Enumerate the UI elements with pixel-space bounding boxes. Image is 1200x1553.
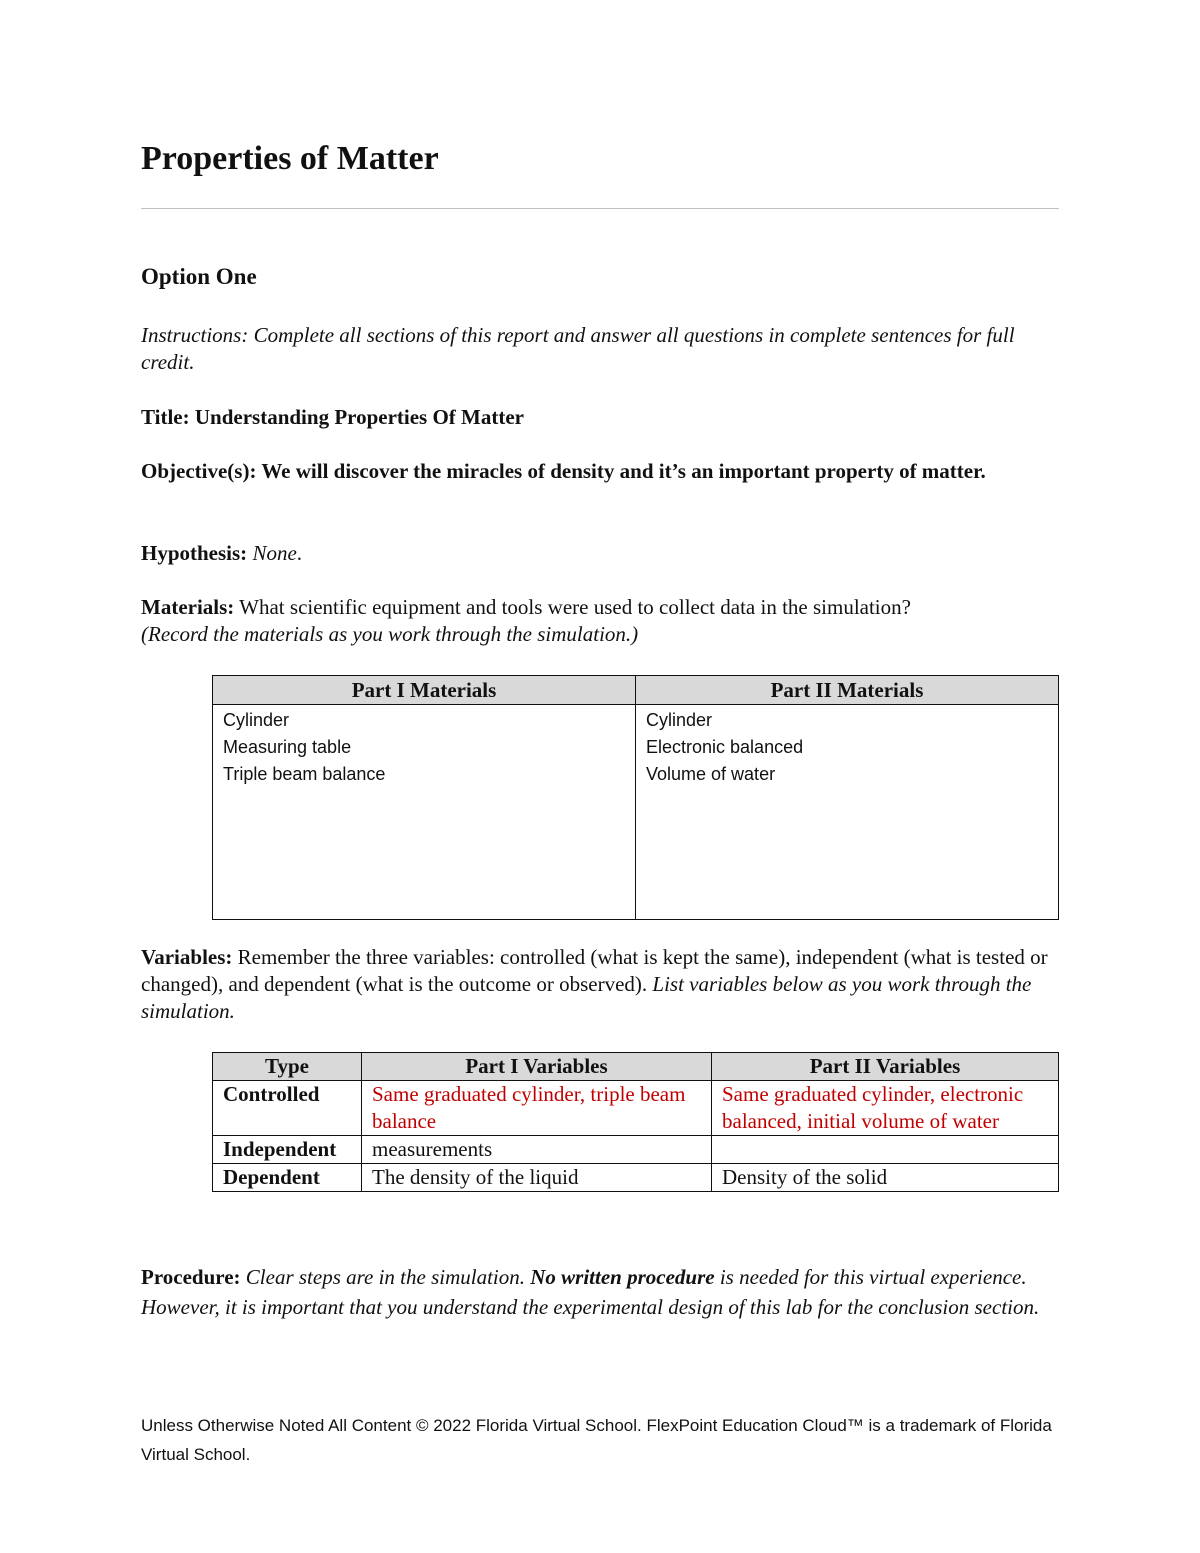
title-value: Understanding Properties Of Matter (189, 405, 524, 429)
materials-note: (Record the materials as you work through the simulation.) (141, 622, 639, 646)
hypothesis-period: . (296, 541, 303, 565)
table-row (213, 1081, 1059, 1136)
row-type: Independent (213, 1136, 362, 1164)
materials-part1-item: Cylinder (223, 710, 290, 730)
materials-part1-cell (213, 705, 636, 920)
materials-part1-item: Triple beam balance (223, 764, 386, 784)
materials-text: What scientific equipment and tools were used to collect data in the simulation? (234, 595, 911, 619)
row-type: Dependent (213, 1164, 362, 1192)
objective-value: We will discover the miracles of density and it’s an important property of matter. (256, 459, 986, 483)
variables-table (212, 1052, 1059, 1192)
materials-table (212, 675, 1059, 920)
procedure-line (141, 1263, 1059, 1322)
table-row (213, 1164, 1059, 1192)
row-part2: Same graduated cylinder, electronic balanced, initial volume of water (712, 1081, 1059, 1136)
table-row (213, 1136, 1059, 1164)
instructions: Instructions: Complete all sections of this report and answer all questions in complete sentences for full credit. (141, 323, 1015, 374)
row-part2 (712, 1136, 1059, 1164)
hypothesis-line (141, 540, 1059, 567)
materials-label: Materials: (141, 595, 235, 619)
variables-header-part1: Part I Variables (362, 1053, 712, 1081)
variables-line (141, 944, 1059, 1025)
materials-part2-cell (636, 705, 1059, 920)
procedure-label: Procedure: (141, 1265, 241, 1289)
variables-label: Variables: (141, 945, 233, 969)
option-heading: Option One (141, 264, 257, 289)
copyright-footer: Unless Otherwise Noted All Content © 2022 Florida Virtual School. FlexPoint Education Cloud™ is a trademark of Florida Virtual School. (141, 1416, 1052, 1464)
variables-text: Remember the three variables: controlled (what is kept the same), independent (what is tested or changed), and dependent (what is the outcome or observed). (141, 945, 1048, 996)
title-line (141, 404, 1059, 431)
row-part1: measurements (362, 1136, 712, 1164)
variables-header-part2: Part II Variables (712, 1053, 1059, 1081)
materials-header-part2: Part II Materials (636, 676, 1059, 705)
procedure-text2: is needed for this virtual experience. However, it is important that you understand the experimental design of this lab for the conclusion section. (141, 1265, 1040, 1319)
variables-header-type: Type (213, 1053, 362, 1081)
materials-header-part1: Part I Materials (213, 676, 636, 705)
hypothesis-label: Hypothesis: (141, 541, 248, 565)
variables-note: List variables below as you work through the simulation. (141, 972, 1032, 1023)
materials-part2-item: Volume of water (646, 764, 776, 784)
materials-part1-item: Measuring table (223, 737, 352, 757)
objective-label: Objective(s): (141, 459, 257, 483)
title-divider (141, 208, 1059, 209)
title-label: Title: (141, 405, 190, 429)
objective-line (141, 458, 1059, 485)
page-title: Properties of Matter (141, 140, 439, 177)
row-part2: Density of the solid (712, 1164, 1059, 1192)
procedure-text1: Clear steps are in the simulation. (240, 1265, 531, 1289)
row-part1: The density of the liquid (362, 1164, 712, 1192)
materials-line (141, 594, 1059, 648)
materials-part2-item: Electronic balanced (646, 737, 804, 757)
row-type: Controlled (213, 1081, 362, 1136)
materials-part2-item: Cylinder (646, 710, 713, 730)
procedure-bold: No written procedure (530, 1265, 715, 1289)
row-part1: Same graduated cylinder, triple beam balance (362, 1081, 712, 1136)
hypothesis-value: None (252, 541, 297, 565)
